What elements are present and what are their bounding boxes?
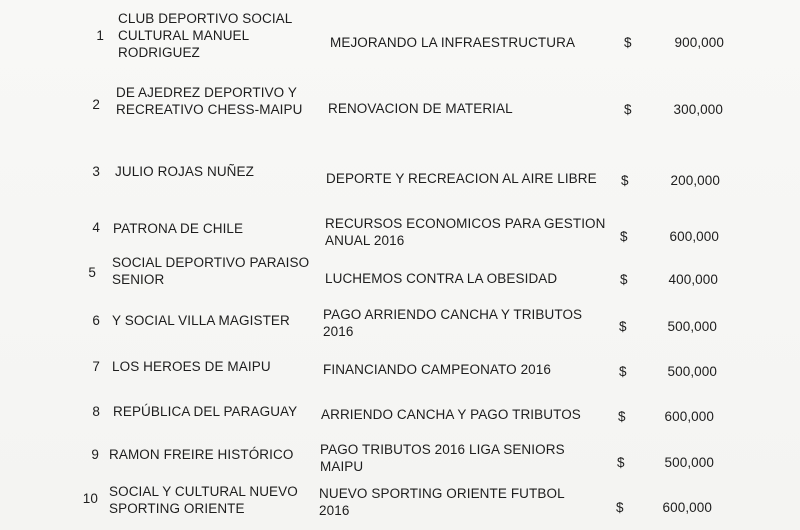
amount: 900,000 (674, 35, 724, 50)
row-number: 10 (82, 491, 98, 506)
organization-name: JULIO ROJAS NUÑEZ (115, 164, 254, 179)
amount: 600,000 (669, 229, 719, 244)
amount: 200,000 (670, 173, 720, 188)
row-number: 3 (92, 164, 100, 179)
project-name: PAGO TRIBUTOS 2016 LIGA SENIORS MAIPU (320, 442, 565, 474)
currency-symbol: $ (621, 173, 629, 188)
row-number: 6 (92, 313, 100, 328)
amount: 600,000 (662, 500, 712, 515)
project-name: RENOVACION DE MATERIAL (328, 101, 513, 116)
row-number: 9 (91, 447, 99, 462)
organization-name: PATRONA DE CHILE (113, 221, 244, 236)
organization-name: RAMON FREIRE HISTÓRICO (109, 447, 294, 462)
amount: 300,000 (673, 102, 723, 117)
amount: 400,000 (668, 272, 718, 287)
project-name: LUCHEMOS CONTRA LA OBESIDAD (325, 271, 558, 286)
row-number: 5 (88, 265, 96, 280)
row-number: 7 (92, 359, 100, 374)
row-number: 2 (92, 97, 100, 112)
project-name: ARRIENDO CANCHA Y PAGO TRIBUTOS (321, 407, 581, 422)
project-name: RECURSOS ECONOMICOS PARA GESTION ANUAL 2016 (325, 216, 606, 248)
row-number: 4 (92, 220, 100, 235)
currency-symbol: $ (620, 272, 628, 287)
organization-name: REPÚBLICA DEL PARAGUAY (113, 404, 298, 419)
row-number: 1 (96, 28, 104, 43)
organization-name: SOCIAL Y CULTURAL NUEVO SPORTING ORIENTE (109, 484, 298, 516)
project-name: NUEVO SPORTING ORIENTE FUTBOL 2016 (319, 486, 565, 518)
currency-symbol: $ (624, 102, 632, 117)
currency-symbol: $ (619, 319, 627, 334)
amount: 500,000 (667, 319, 717, 334)
project-name: MEJORANDO LA INFRAESTRUCTURA (330, 35, 576, 50)
row-number: 8 (92, 404, 100, 419)
project-name: PAGO ARRIENDO CANCHA Y TRIBUTOS 2016 (323, 307, 583, 339)
organization-name: SOCIAL DEPORTIVO PARAISO SENIOR (112, 255, 310, 287)
currency-symbol: $ (616, 500, 624, 515)
currency-symbol: $ (624, 35, 632, 50)
amount: 500,000 (667, 364, 717, 379)
project-name: DEPORTE Y RECREACION AL AIRE LIBRE (326, 171, 597, 186)
currency-symbol: $ (620, 229, 628, 244)
currency-symbol: $ (617, 455, 625, 470)
amount: 600,000 (664, 409, 714, 424)
organization-name: LOS HEROES DE MAIPU (112, 359, 271, 374)
amount: 500,000 (664, 455, 714, 470)
currency-symbol: $ (619, 364, 627, 379)
project-name: FINANCIANDO CAMPEONATO 2016 (323, 362, 552, 377)
organization-name: DE AJEDREZ DEPORTIVO Y RECREATIVO CHESS-MAIPU (116, 85, 303, 117)
organization-name: CLUB DEPORTIVO SOCIAL CULTURAL MANUEL RODRIGUEZ (118, 11, 293, 60)
currency-symbol: $ (618, 409, 626, 424)
organization-name: Y SOCIAL VILLA MAGISTER (112, 313, 290, 328)
